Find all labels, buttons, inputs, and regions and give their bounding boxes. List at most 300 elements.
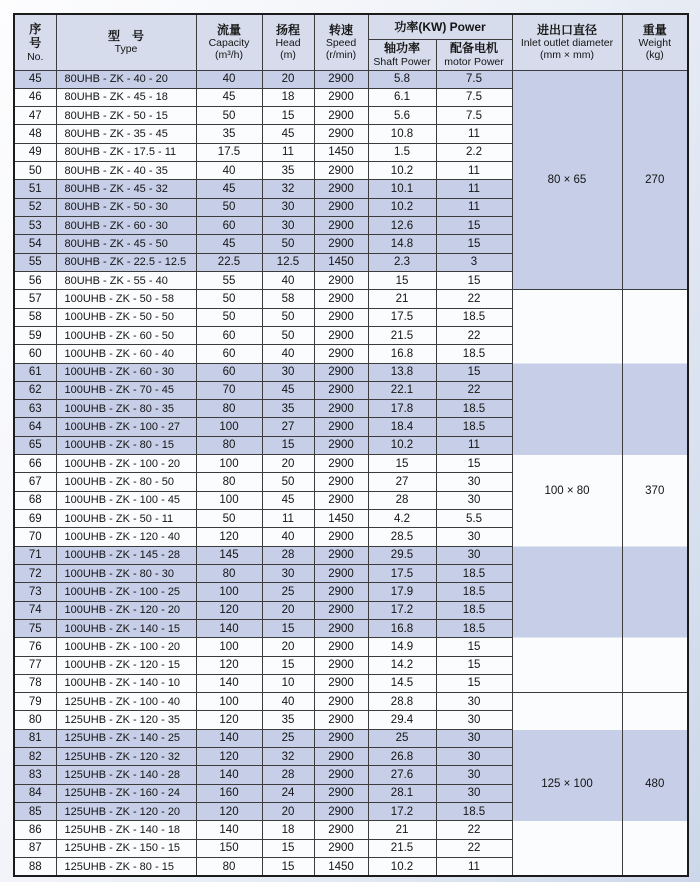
cell-motor_power: 7.5 xyxy=(436,88,512,106)
header-weight xyxy=(622,14,688,70)
cell-capacity: 60 xyxy=(196,345,262,363)
header-head xyxy=(262,14,314,70)
cell-head: 28 xyxy=(262,766,314,784)
cell-no: 65 xyxy=(14,436,56,454)
cell-head: 10 xyxy=(262,674,314,692)
cell-capacity: 120 xyxy=(196,656,262,674)
cell-no: 85 xyxy=(14,803,56,821)
cell-shaft_power: 21.5 xyxy=(368,839,436,857)
cell-motor_power: 30 xyxy=(436,766,512,784)
cell-shaft_power: 29.5 xyxy=(368,546,436,564)
cell-capacity: 80 xyxy=(196,564,262,582)
cell-motor_power: 30 xyxy=(436,729,512,747)
header-capacity-unit: (m³/h) xyxy=(215,49,243,62)
cell-speed: 2900 xyxy=(314,308,368,326)
cell-no: 69 xyxy=(14,510,56,528)
cell-no: 68 xyxy=(14,491,56,509)
cell-motor_power: 30 xyxy=(436,748,512,766)
cell-shaft_power: 26.8 xyxy=(368,748,436,766)
cell-head: 15 xyxy=(262,619,314,637)
cell-head: 50 xyxy=(262,473,314,491)
cell-motor_power: 18.5 xyxy=(436,345,512,363)
cell-capacity: 40 xyxy=(196,162,262,180)
cell-motor_power: 11 xyxy=(436,180,512,198)
cell-motor_power: 22 xyxy=(436,290,512,308)
cell-speed: 2900 xyxy=(314,217,368,235)
header-motor-en: motor Power xyxy=(444,55,504,68)
cell-speed: 1450 xyxy=(314,253,368,271)
cell-speed: 2900 xyxy=(314,564,368,582)
cell-motor_power: 3 xyxy=(436,253,512,271)
cell-speed: 2900 xyxy=(314,674,368,692)
header-weight-unit: (kg) xyxy=(645,49,664,62)
cell-speed: 2900 xyxy=(314,748,368,766)
cell-capacity: 50 xyxy=(196,290,262,308)
cell-type: 100UHB - ZK - 80 - 15 xyxy=(56,436,196,454)
cell-shaft_power: 28 xyxy=(368,491,436,509)
cell-capacity: 45 xyxy=(196,180,262,198)
cell-head: 15 xyxy=(262,857,314,876)
cell-speed: 2900 xyxy=(314,162,368,180)
cell-no: 53 xyxy=(14,217,56,235)
header-speed xyxy=(314,14,368,70)
cell-speed: 2900 xyxy=(314,198,368,216)
cell-type: 100UHB - ZK - 60 - 30 xyxy=(56,363,196,381)
cell-no: 76 xyxy=(14,638,56,656)
cell-head: 50 xyxy=(262,235,314,253)
cell-type: 125UHB - ZK - 140 - 18 xyxy=(56,821,196,839)
cell-shaft_power: 10.8 xyxy=(368,125,436,143)
cell-head: 40 xyxy=(262,345,314,363)
cell-motor_power: 22 xyxy=(436,381,512,399)
cell-no: 82 xyxy=(14,748,56,766)
table-body xyxy=(14,70,688,876)
cell-motor_power: 30 xyxy=(436,528,512,546)
header-power-group xyxy=(368,14,512,39)
cell-head: 35 xyxy=(262,162,314,180)
cell-type: 125UHB - ZK - 100 - 40 xyxy=(56,693,196,711)
cell-motor_power: 5.5 xyxy=(436,510,512,528)
cell-speed: 2900 xyxy=(314,839,368,857)
cell-shaft_power: 17.9 xyxy=(368,583,436,601)
header-type-zh: 型 号 xyxy=(107,29,144,44)
cell-shaft_power: 27.6 xyxy=(368,766,436,784)
cell-motor_power: 18.5 xyxy=(436,803,512,821)
cell-motor_power: 18.5 xyxy=(436,418,512,436)
cell-speed: 2900 xyxy=(314,546,368,564)
cell-type: 100UHB - ZK - 140 - 15 xyxy=(56,619,196,637)
cell-type: 125UHB - ZK - 160 - 24 xyxy=(56,784,196,802)
cell-type: 100UHB - ZK - 100 - 25 xyxy=(56,583,196,601)
cell-no: 72 xyxy=(14,564,56,582)
cell-capacity: 80 xyxy=(196,857,262,876)
cell-capacity: 45 xyxy=(196,88,262,106)
cell-speed: 2900 xyxy=(314,491,368,509)
cell-shaft_power: 14.9 xyxy=(368,638,436,656)
cell-head: 25 xyxy=(262,729,314,747)
cell-type: 100UHB - ZK - 50 - 11 xyxy=(56,510,196,528)
pump-spec-table xyxy=(13,13,689,877)
cell-no: 48 xyxy=(14,125,56,143)
cell-head: 18 xyxy=(262,821,314,839)
cell-shaft_power: 14.2 xyxy=(368,656,436,674)
cell-no: 79 xyxy=(14,693,56,711)
cell-motor_power: 22 xyxy=(436,821,512,839)
cell-motor_power: 15 xyxy=(436,638,512,656)
cell-capacity: 140 xyxy=(196,766,262,784)
cell-capacity: 140 xyxy=(196,729,262,747)
cell-shaft_power: 10.2 xyxy=(368,436,436,454)
header-diameter-unit: (mm × mm) xyxy=(540,49,594,62)
cell-capacity: 50 xyxy=(196,198,262,216)
cell-type: 80UHB - ZK - 45 - 32 xyxy=(56,180,196,198)
cell-speed: 2900 xyxy=(314,125,368,143)
cell-motor_power: 18.5 xyxy=(436,601,512,619)
cell-head: 58 xyxy=(262,290,314,308)
cell-no: 78 xyxy=(14,674,56,692)
cell-shaft_power: 16.8 xyxy=(368,345,436,363)
header-head-en: Head xyxy=(275,37,301,50)
header-no-zh: 序号 xyxy=(29,21,42,51)
cell-no: 73 xyxy=(14,583,56,601)
cell-type: 80UHB - ZK - 55 - 40 xyxy=(56,271,196,289)
cell-no: 64 xyxy=(14,418,56,436)
cell-no: 61 xyxy=(14,363,56,381)
cell-type: 80UHB - ZK - 17.5 - 11 xyxy=(56,143,196,161)
cell-shaft_power: 4.2 xyxy=(368,510,436,528)
cell-type: 80UHB - ZK - 50 - 15 xyxy=(56,107,196,125)
cell-capacity: 60 xyxy=(196,326,262,344)
header-capacity-en: Capacity xyxy=(208,37,250,50)
cell-no: 56 xyxy=(14,271,56,289)
cell-motor_power: 30 xyxy=(436,693,512,711)
cell-speed: 2900 xyxy=(314,363,368,381)
cell-speed: 2900 xyxy=(314,473,368,491)
header-weight-en: Weight xyxy=(638,37,671,50)
cell-capacity: 50 xyxy=(196,308,262,326)
cell-type: 100UHB - ZK - 120 - 15 xyxy=(56,656,196,674)
cell-speed: 2900 xyxy=(314,290,368,308)
header-shaft-zh: 轴功率 xyxy=(383,41,420,56)
cell-type: 125UHB - ZK - 120 - 35 xyxy=(56,711,196,729)
cell-speed: 2900 xyxy=(314,656,368,674)
cell-shaft_power: 13.8 xyxy=(368,363,436,381)
cell-motor_power: 30 xyxy=(436,711,512,729)
cell-head: 45 xyxy=(262,491,314,509)
cell-shaft_power: 17.2 xyxy=(368,601,436,619)
cell-type: 100UHB - ZK - 120 - 20 xyxy=(56,601,196,619)
cell-shaft_power: 18.4 xyxy=(368,418,436,436)
header-shaft-power xyxy=(368,39,436,70)
cell-shaft_power: 17.8 xyxy=(368,400,436,418)
cell-type: 100UHB - ZK - 80 - 35 xyxy=(56,400,196,418)
cell-type: 100UHB - ZK - 100 - 20 xyxy=(56,638,196,656)
cell-capacity: 80 xyxy=(196,436,262,454)
cell-speed: 1450 xyxy=(314,143,368,161)
header-shaft-en: Shaft Power xyxy=(373,55,431,68)
cell-speed: 2900 xyxy=(314,235,368,253)
cell-no: 55 xyxy=(14,253,56,271)
cell-motor_power: 15 xyxy=(436,271,512,289)
cell-no: 80 xyxy=(14,711,56,729)
cell-head: 28 xyxy=(262,546,314,564)
cell-head: 30 xyxy=(262,217,314,235)
cell-head: 25 xyxy=(262,583,314,601)
cell-shaft_power: 28.1 xyxy=(368,784,436,802)
cell-motor_power: 18.5 xyxy=(436,308,512,326)
cell-shaft_power: 5.6 xyxy=(368,107,436,125)
cell-type: 80UHB - ZK - 50 - 30 xyxy=(56,198,196,216)
cell-shaft_power: 28.5 xyxy=(368,528,436,546)
cell-shaft_power: 25 xyxy=(368,729,436,747)
header-diameter xyxy=(512,14,622,70)
header-speed-unit: (r/min) xyxy=(325,49,357,62)
cell-head: 11 xyxy=(262,143,314,161)
cell-type: 100UHB - ZK - 80 - 50 xyxy=(56,473,196,491)
cell-no: 57 xyxy=(14,290,56,308)
cell-motor_power: 18.5 xyxy=(436,619,512,637)
cell-head: 20 xyxy=(262,70,314,88)
cell-head: 15 xyxy=(262,839,314,857)
cell-speed: 2900 xyxy=(314,88,368,106)
cell-speed: 2900 xyxy=(314,638,368,656)
cell-no: 81 xyxy=(14,729,56,747)
cell-type: 80UHB - ZK - 45 - 18 xyxy=(56,88,196,106)
cell-motor_power: 11 xyxy=(436,436,512,454)
cell-capacity: 120 xyxy=(196,803,262,821)
cell-type: 125UHB - ZK - 140 - 25 xyxy=(56,729,196,747)
cell-capacity: 100 xyxy=(196,693,262,711)
cell-motor_power: 2.2 xyxy=(436,143,512,161)
header-head-unit: (m) xyxy=(280,49,296,62)
cell-shaft_power: 10.2 xyxy=(368,162,436,180)
cell-no: 84 xyxy=(14,784,56,802)
cell-capacity: 50 xyxy=(196,510,262,528)
cell-motor_power: 11 xyxy=(436,857,512,876)
cell-head: 20 xyxy=(262,455,314,473)
header-motor-power xyxy=(436,39,512,70)
header-speed-en: Speed xyxy=(325,37,357,50)
header-motor-zh: 配备电机 xyxy=(449,41,498,56)
cell-head: 11 xyxy=(262,510,314,528)
cell-shaft_power: 28.8 xyxy=(368,693,436,711)
header-capacity-zh: 流量 xyxy=(216,22,241,37)
cell-no: 60 xyxy=(14,345,56,363)
cell-no: 59 xyxy=(14,326,56,344)
cell-capacity: 120 xyxy=(196,528,262,546)
cell-no: 62 xyxy=(14,381,56,399)
header-no-en: No. xyxy=(27,50,44,63)
cell-capacity: 120 xyxy=(196,748,262,766)
cell-speed: 2900 xyxy=(314,107,368,125)
cell-head: 27 xyxy=(262,418,314,436)
header-diameter-zh: 进出口直径 xyxy=(536,22,597,37)
cell-shaft_power: 5.8 xyxy=(368,70,436,88)
cell-no: 74 xyxy=(14,601,56,619)
cell-head: 12.5 xyxy=(262,253,314,271)
cell-type: 80UHB - ZK - 40 - 20 xyxy=(56,70,196,88)
cell-no: 83 xyxy=(14,766,56,784)
cell-head: 40 xyxy=(262,271,314,289)
cell-type: 80UHB - ZK - 35 - 45 xyxy=(56,125,196,143)
cell-no: 49 xyxy=(14,143,56,161)
cell-speed: 2900 xyxy=(314,271,368,289)
cell-head: 32 xyxy=(262,748,314,766)
header-capacity xyxy=(196,14,262,70)
cell-no: 77 xyxy=(14,656,56,674)
cell-type: 100UHB - ZK - 50 - 58 xyxy=(56,290,196,308)
cell-capacity: 60 xyxy=(196,363,262,381)
cell-head: 32 xyxy=(262,180,314,198)
cell-speed: 2900 xyxy=(314,821,368,839)
cell-speed: 2900 xyxy=(314,601,368,619)
cell-head: 18 xyxy=(262,88,314,106)
cell-shaft_power: 17.5 xyxy=(368,564,436,582)
cell-type: 100UHB - ZK - 120 - 40 xyxy=(56,528,196,546)
cell-type: 100UHB - ZK - 145 - 28 xyxy=(56,546,196,564)
cell-motor_power: 15 xyxy=(436,656,512,674)
cell-motor_power: 22 xyxy=(436,839,512,857)
cell-speed: 2900 xyxy=(314,180,368,198)
cell-motor_power: 18.5 xyxy=(436,400,512,418)
cell-shaft_power: 15 xyxy=(368,455,436,473)
cell-motor_power: 15 xyxy=(436,674,512,692)
header-power-label: 功率(KW) Power xyxy=(394,19,486,34)
cell-motor_power: 18.5 xyxy=(436,564,512,582)
cell-capacity: 100 xyxy=(196,491,262,509)
cell-type: 100UHB - ZK - 80 - 30 xyxy=(56,564,196,582)
cell-speed: 2900 xyxy=(314,766,368,784)
cell-no: 47 xyxy=(14,107,56,125)
cell-speed: 2900 xyxy=(314,345,368,363)
cell-speed: 2900 xyxy=(314,619,368,637)
cell-no: 70 xyxy=(14,528,56,546)
cell-motor_power: 30 xyxy=(436,546,512,564)
group-weight-cell: 270 xyxy=(622,70,688,290)
header-type xyxy=(56,14,196,70)
cell-type: 100UHB - ZK - 100 - 27 xyxy=(56,418,196,436)
group-weight-cell: 480 xyxy=(622,693,688,877)
cell-shaft_power: 6.1 xyxy=(368,88,436,106)
cell-type: 125UHB - ZK - 80 - 15 xyxy=(56,857,196,876)
cell-speed: 1450 xyxy=(314,510,368,528)
cell-no: 58 xyxy=(14,308,56,326)
cell-no: 63 xyxy=(14,400,56,418)
cell-speed: 2900 xyxy=(314,784,368,802)
cell-type: 100UHB - ZK - 100 - 20 xyxy=(56,455,196,473)
cell-capacity: 150 xyxy=(196,839,262,857)
cell-head: 40 xyxy=(262,693,314,711)
cell-shaft_power: 12.6 xyxy=(368,217,436,235)
cell-capacity: 22.5 xyxy=(196,253,262,271)
cell-head: 35 xyxy=(262,400,314,418)
cell-no: 71 xyxy=(14,546,56,564)
cell-motor_power: 15 xyxy=(436,217,512,235)
header-no xyxy=(14,14,56,70)
group-diameter-cell: 80 × 65 xyxy=(512,70,622,290)
cell-speed: 2900 xyxy=(314,729,368,747)
cell-no: 52 xyxy=(14,198,56,216)
cell-no: 75 xyxy=(14,619,56,637)
cell-no: 51 xyxy=(14,180,56,198)
cell-head: 40 xyxy=(262,528,314,546)
cell-motor_power: 11 xyxy=(436,125,512,143)
group-diameter-cell: 100 × 80 xyxy=(512,290,622,693)
cell-capacity: 140 xyxy=(196,821,262,839)
cell-shaft_power: 17.2 xyxy=(368,803,436,821)
cell-head: 20 xyxy=(262,803,314,821)
cell-type: 100UHB - ZK - 60 - 40 xyxy=(56,345,196,363)
cell-type: 100UHB - ZK - 100 - 45 xyxy=(56,491,196,509)
cell-speed: 2900 xyxy=(314,70,368,88)
cell-motor_power: 30 xyxy=(436,784,512,802)
cell-capacity: 17.5 xyxy=(196,143,262,161)
cell-head: 50 xyxy=(262,308,314,326)
group-diameter-cell: 125 × 100 xyxy=(512,693,622,877)
table-row xyxy=(14,693,688,711)
cell-capacity: 50 xyxy=(196,107,262,125)
group-weight-cell: 370 xyxy=(622,290,688,693)
cell-no: 86 xyxy=(14,821,56,839)
cell-shaft_power: 29.4 xyxy=(368,711,436,729)
cell-capacity: 100 xyxy=(196,418,262,436)
cell-no: 45 xyxy=(14,70,56,88)
cell-shaft_power: 27 xyxy=(368,473,436,491)
table-row xyxy=(14,290,688,308)
header-speed-zh: 转速 xyxy=(328,22,353,37)
cell-shaft_power: 21 xyxy=(368,290,436,308)
cell-no: 54 xyxy=(14,235,56,253)
cell-motor_power: 22 xyxy=(436,326,512,344)
cell-speed: 2900 xyxy=(314,803,368,821)
cell-head: 30 xyxy=(262,564,314,582)
cell-type: 100UHB - ZK - 70 - 45 xyxy=(56,381,196,399)
cell-capacity: 40 xyxy=(196,70,262,88)
cell-capacity: 140 xyxy=(196,674,262,692)
cell-type: 125UHB - ZK - 150 - 15 xyxy=(56,839,196,857)
cell-capacity: 100 xyxy=(196,638,262,656)
cell-capacity: 70 xyxy=(196,381,262,399)
cell-shaft_power: 10.2 xyxy=(368,857,436,876)
cell-capacity: 140 xyxy=(196,619,262,637)
cell-shaft_power: 21 xyxy=(368,821,436,839)
cell-motor_power: 7.5 xyxy=(436,107,512,125)
cell-speed: 2900 xyxy=(314,583,368,601)
cell-shaft_power: 17.5 xyxy=(368,308,436,326)
cell-head: 35 xyxy=(262,711,314,729)
cell-head: 20 xyxy=(262,601,314,619)
cell-motor_power: 15 xyxy=(436,363,512,381)
cell-no: 87 xyxy=(14,839,56,857)
header-head-zh: 扬程 xyxy=(275,22,300,37)
header-diameter-en: Inlet outlet diameter xyxy=(520,37,614,50)
cell-head: 24 xyxy=(262,784,314,802)
cell-shaft_power: 2.3 xyxy=(368,253,436,271)
cell-type: 125UHB - ZK - 120 - 20 xyxy=(56,803,196,821)
header-type-en: Type xyxy=(114,43,138,56)
cell-speed: 2900 xyxy=(314,693,368,711)
cell-shaft_power: 22.1 xyxy=(368,381,436,399)
cell-capacity: 160 xyxy=(196,784,262,802)
cell-head: 45 xyxy=(262,125,314,143)
cell-no: 67 xyxy=(14,473,56,491)
cell-head: 15 xyxy=(262,436,314,454)
cell-head: 45 xyxy=(262,381,314,399)
cell-type: 100UHB - ZK - 50 - 50 xyxy=(56,308,196,326)
cell-no: 46 xyxy=(14,88,56,106)
cell-speed: 2900 xyxy=(314,418,368,436)
cell-head: 15 xyxy=(262,107,314,125)
